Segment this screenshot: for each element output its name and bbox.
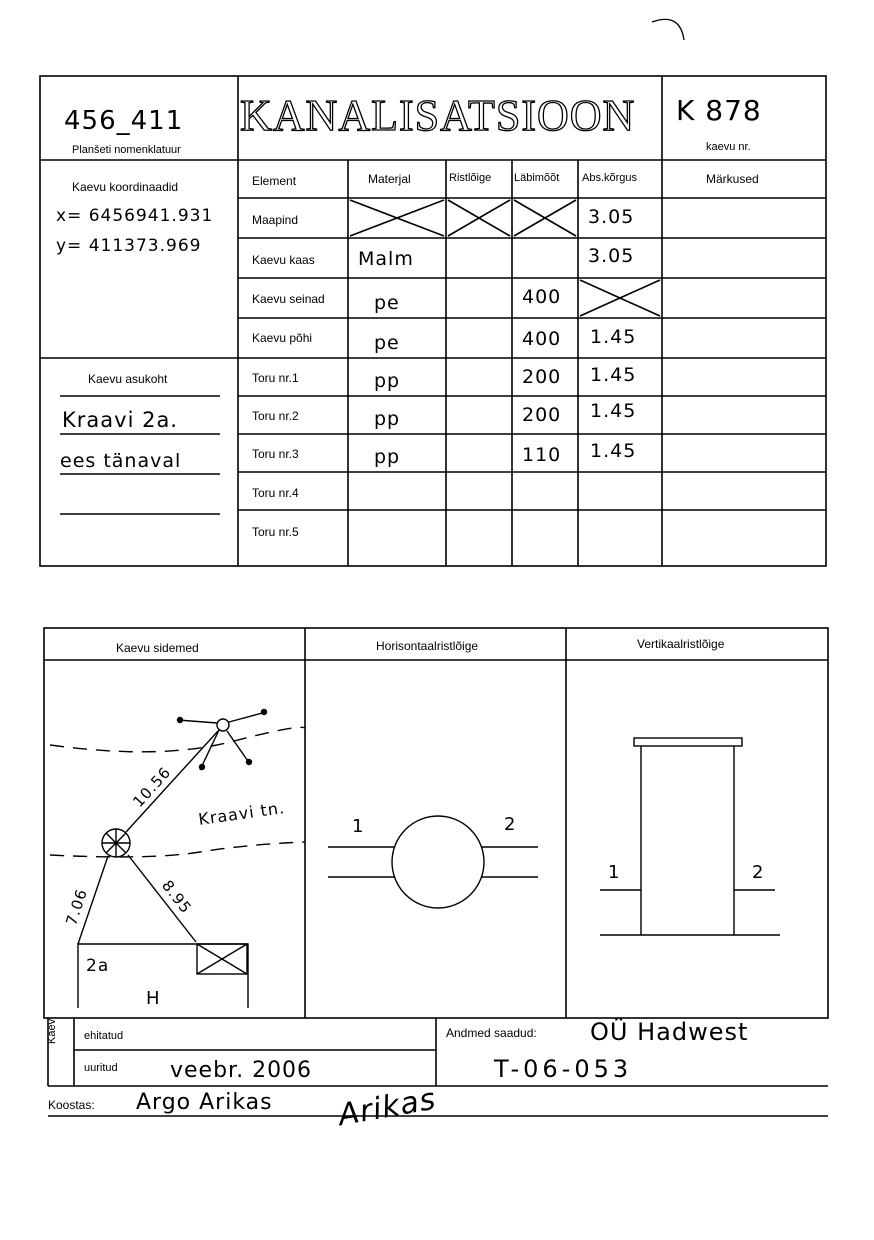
data-source-value: OÜ Hadwest xyxy=(590,1018,749,1046)
section-horizontal-title: Horisontaalristlõige xyxy=(376,639,479,653)
table-header-notes: Märkused xyxy=(706,172,759,186)
row-diameter: 110 xyxy=(522,444,562,466)
building-mark: H xyxy=(146,988,161,1009)
author-label: Koostas: xyxy=(48,1098,95,1112)
row-diameter: 400 xyxy=(522,286,562,308)
row-material: pp xyxy=(374,446,401,468)
row-material: Malm xyxy=(358,248,414,270)
distance-label: 7.06 xyxy=(62,886,92,928)
row-diameter: 400 xyxy=(522,328,562,350)
coord-y-value: y= 411373.969 xyxy=(56,236,202,256)
table-header-height: Abs.kõrgus xyxy=(582,172,638,184)
nomenclature-value: 456_411 xyxy=(64,106,184,136)
building-label: 2a xyxy=(86,956,110,976)
distance-label: 8.95 xyxy=(158,876,196,918)
row-material: pp xyxy=(374,408,401,430)
row-element: Toru nr.2 xyxy=(252,409,299,423)
built-label: ehitatud xyxy=(84,1030,124,1042)
pipe-2-label: 2 xyxy=(504,814,517,835)
author-value: Argo Arikas xyxy=(136,1090,273,1115)
row-material: pp xyxy=(374,370,401,392)
row-element: Kaevu põhi xyxy=(252,331,313,345)
row-height: 3.05 xyxy=(588,206,635,228)
nomenclature-label: Planšeti nomenklatuur xyxy=(72,144,181,156)
page-title: KANALISATSIOON xyxy=(240,91,636,140)
row-element: Toru nr.1 xyxy=(252,371,299,385)
row-diameter: 200 xyxy=(522,366,562,388)
row-element: Kaevu seinad xyxy=(252,292,325,306)
well-number-value: K 878 xyxy=(676,94,762,127)
table-header-diameter: Läbimõõt xyxy=(514,172,560,184)
updated-value: veebr. 2006 xyxy=(170,1058,313,1083)
pipe-1-label: 1 xyxy=(608,862,621,883)
coords-label: Kaevu koordinaadid xyxy=(72,180,179,194)
row-element: Toru nr.3 xyxy=(252,447,299,461)
location-line-1: Kraavi 2a. xyxy=(62,408,178,432)
signature: Arikas xyxy=(335,1081,439,1134)
row-diameter: 200 xyxy=(522,404,562,426)
updated-label: uuritud xyxy=(84,1062,118,1074)
location-line-2: ees tänaval xyxy=(60,450,182,472)
row-height: 1.45 xyxy=(590,364,637,386)
row-height: 3.05 xyxy=(588,245,635,267)
pipe-1-label: 1 xyxy=(352,816,365,837)
row-element: Toru nr.4 xyxy=(252,486,299,500)
table-header-cross: Ristlõige xyxy=(449,172,492,184)
street-label: Kraavi tn. xyxy=(197,798,287,829)
section-vertical-title: Vertikaalristlõige xyxy=(637,637,725,651)
distance-label: 10.56 xyxy=(129,763,175,811)
table-header-element: Element xyxy=(252,174,297,188)
section-links-title: Kaevu sidemed xyxy=(116,641,199,655)
coord-x-value: x= 6456941.931 xyxy=(56,206,214,226)
row-height: 1.45 xyxy=(590,326,637,348)
row-element: Maapind xyxy=(252,213,299,227)
pipe-2-label: 2 xyxy=(752,862,765,883)
row-material: pe xyxy=(374,332,400,354)
well-number-label: kaevu nr. xyxy=(706,141,751,153)
location-label: Kaevu asukoht xyxy=(88,372,168,386)
kaev-label: Kaev xyxy=(46,1018,58,1044)
row-element: Toru nr.5 xyxy=(252,525,299,539)
row-material: pe xyxy=(374,292,400,314)
data-code-value: T-06-053 xyxy=(494,1055,633,1083)
data-source-label: Andmed saadud: xyxy=(446,1026,537,1040)
table-header-material: Materjal xyxy=(368,172,411,186)
row-height: 1.45 xyxy=(590,440,637,462)
row-element: Kaevu kaas xyxy=(252,253,315,267)
row-height: 1.45 xyxy=(590,400,637,422)
